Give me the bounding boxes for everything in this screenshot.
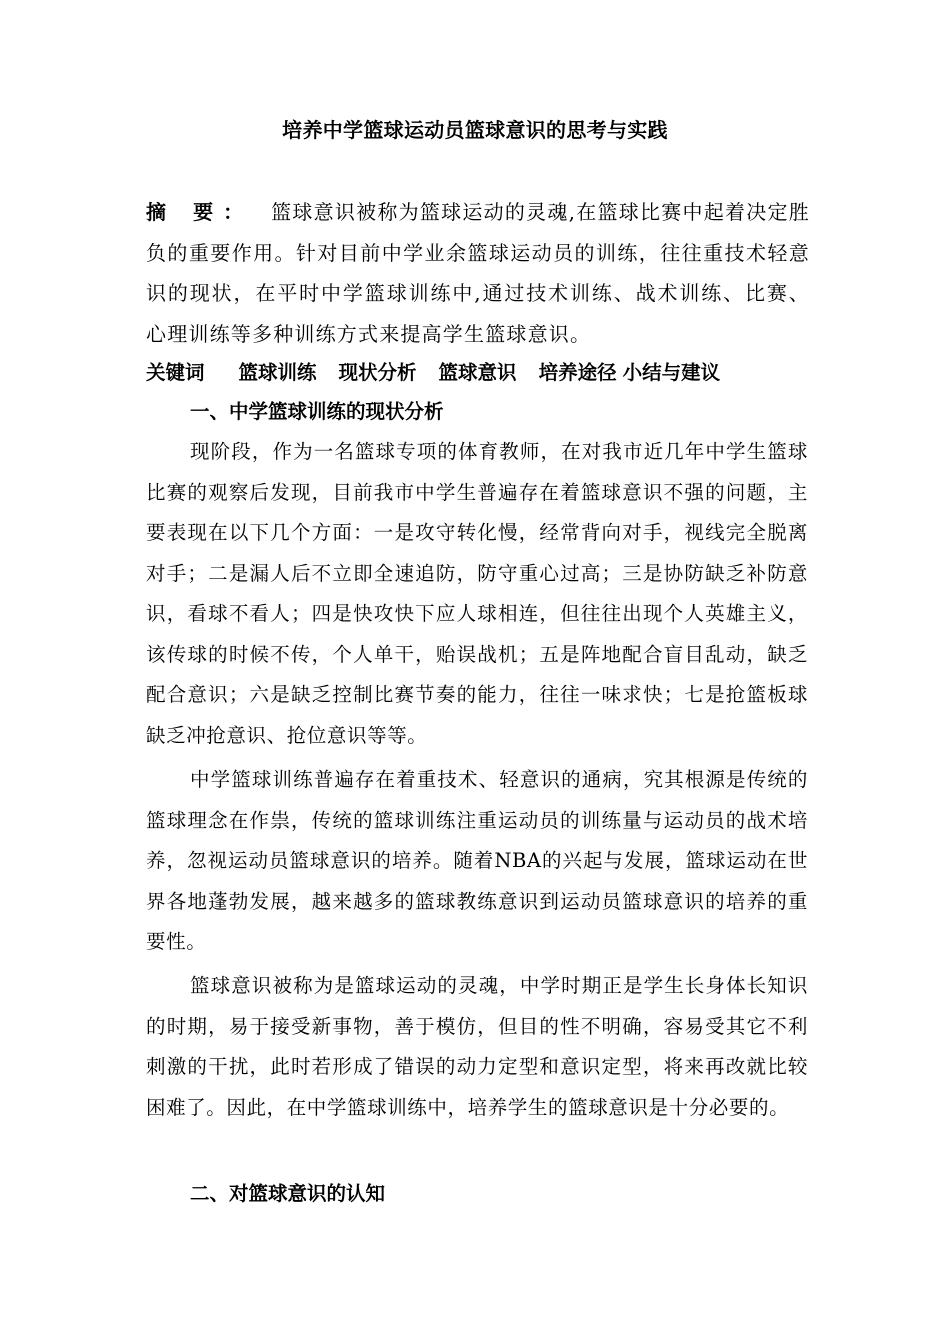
body-paragraph: 现阶段，作为一名篮球专项的体育教师，在对我市近几年中学生篮球比赛的观察后发现，目前我市中学生普遍存在着篮球意识不强的问题，主要表现在以下几个方面：一是攻守转化慢，经常背向对手，视线完全脱离对手；二是漏人后不立即全速追防，防守重心过高；三是协防缺乏补防意识，看球不看人；四是快攻快下应人球相连，但往往出现个人英雄主义，该传球的时候不传，个人单干，贻误战机；五是阵地配合盲目乱动，缺乏配合意识；六是缺乏控制比赛节奏的能力，往往一味求快；七是抢篮板球缺乏冲抢意识、抢位意识等等。: [146, 440, 808, 747]
keyword: 篮球意识: [438, 361, 517, 384]
section-heading: 一、中学篮球训练的现状分析: [190, 400, 444, 423]
keywords-line: [146, 354, 826, 392]
keyword: 现状分析: [338, 361, 417, 384]
section-heading: 二、对篮球意识的认知: [190, 1182, 386, 1205]
document-title: 培养中学篮球运动员篮球意识的思考与实践: [282, 118, 668, 142]
body-paragraph: 中学篮球训练普遍存在着重技术、轻意识的通病，究其根源是传统的篮球理念在作祟，传统的篮球训练注重运动员的训练量与运动员的战术培养，忽视运动员篮球意识的培养。随着NBA的兴起与发展，篮球运动在世界各地蓬勃发展，越来越多的篮球教练意识到运动员篮球意识的培养的重要性。: [146, 768, 808, 953]
abstract-text: 篮球意识被称为篮球运动的灵魂,在篮球比赛中起着决定胜负的重要作用。针对目前中学业余篮球运动员的训练，往往重技术轻意识的现状，在平时中学篮球训练中,通过技术训练、战术训练、比赛、心理训练等多种训练方式来提高学生篮球意识。: [146, 200, 810, 346]
body-paragraph: 篮球意识被称为是篮球运动的灵魂，中学时期正是学生长身体长知识的时期，易于接受新事物，善于模仿，但目的性不明确，容易受其它不利刺激的干扰，此时若形成了错误的动力定型和意识定型，将来再改就比较困难了。因此，在中学篮球训练中，培养学生的篮球意识是十分必要的。: [146, 974, 808, 1119]
keyword: 培养途径: [538, 361, 617, 384]
keyword: 小结与建议: [622, 361, 721, 384]
keyword: 篮球训练: [238, 361, 317, 384]
keywords-label: 关键词: [146, 361, 205, 384]
abstract: [146, 192, 810, 354]
abstract-label: 摘 要：: [146, 200, 254, 224]
